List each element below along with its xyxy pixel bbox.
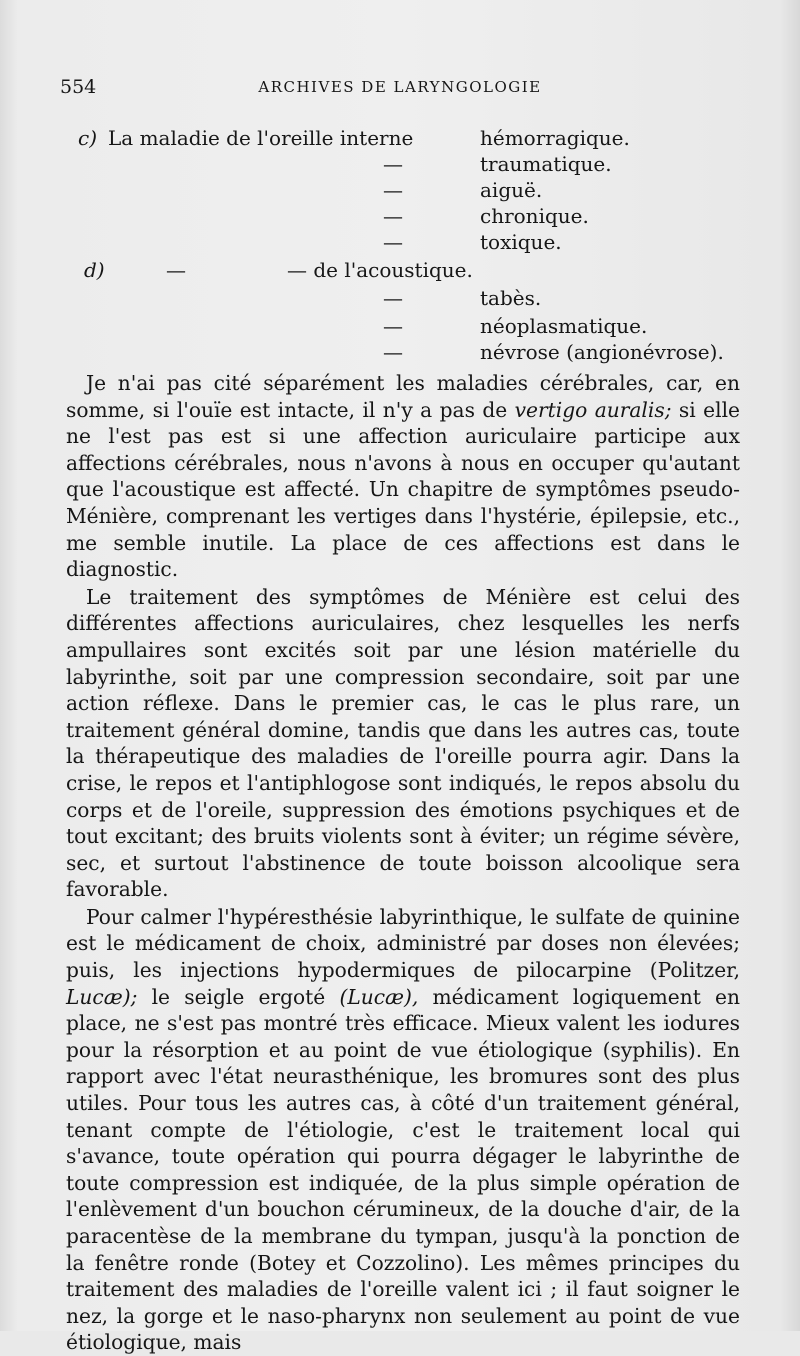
qualifier: tabès. <box>480 286 542 310</box>
qualifier: aiguë. <box>480 178 543 202</box>
qualifier: chronique. <box>480 204 589 228</box>
enum-row <box>0 178 800 204</box>
paragraph-1 <box>66 370 740 583</box>
paragraph-3 <box>66 904 740 1356</box>
enum-row <box>0 230 800 256</box>
text-run: le seigle ergoté <box>137 984 340 1009</box>
enum-row <box>0 340 800 366</box>
ditto-dash: — <box>383 230 403 254</box>
qualifier: névrose (angionévrose). <box>480 340 724 364</box>
ditto-dash: — <box>383 340 403 364</box>
item-label-c: c) <box>78 126 98 150</box>
text-run: Je n'ai pas cité séparément les maladies cérébrales, car, en somme, si l'ouïe est intacte, il n'y a pas de <box>66 371 740 422</box>
ditto-dash: — <box>383 286 403 310</box>
body-text <box>66 370 740 1356</box>
enum-row <box>0 152 800 178</box>
ditto-dash: — <box>383 204 403 228</box>
ditto-dash: — <box>383 178 403 202</box>
qualifier: traumatique. <box>480 152 612 176</box>
enum-row <box>0 314 800 340</box>
item-label-d: d) <box>84 258 105 282</box>
enum-row <box>0 286 800 312</box>
item-text-d: — de l'acoustique. <box>287 258 473 282</box>
paragraph-2: Le traitement des symptômes de Ménière est celui des différentes affections auriculaires, chez lesquelles les nerfs ampullaires sont excités soit par une lésion matérielle du labyrinthe, soit par une compression secondaire, soit par une action réflexe. Dans le premier cas, le cas le plus rare, un traitement général domine, tandis que dans les autres cas, toute la thérapeutique des maladies de l'oreille pourra agir. Dans la crise, le repos et l'antiphlogose sont indiqués, le repos absolu du corps et de l'oreile, suppression des émotions psychiques et de tout excitant; des bruits violents sont à éviter; un régime sévère, sec, et surtout l'abstinence de toute boisson alcoolique sera favorable. <box>66 584 740 902</box>
ditto-dash: — <box>166 258 186 282</box>
italic-citation: Lucæ); <box>66 984 138 1009</box>
running-title: ARCHIVES DE LARYNGOLOGIE <box>258 78 542 96</box>
text-run: si elle ne l'est pas est si une affection auriculaire participe aux affections cérébrales, nous n'avons à nous en occuper qu'autant que l'acoustique est affecté. Un chapitre de symptômes pseudo-Ménière, comprenant les vertiges dans l'hystérie, épilepsie, etc., me semble inutile. La place de ces affections est dans le diagnostic. <box>66 397 740 582</box>
qualifier: néoplasmatique. <box>480 314 648 338</box>
page-number: 554 <box>60 76 97 98</box>
item-text-c: La maladie de l'oreille interne <box>108 126 414 150</box>
enum-row-c <box>0 126 800 152</box>
enum-row-d <box>0 258 800 284</box>
ditto-dash: — <box>383 314 403 338</box>
enumeration-list <box>0 0 800 370</box>
enum-row <box>0 204 800 230</box>
italic-citation: (Lucæ), <box>339 984 419 1009</box>
qualifier: hémorragique. <box>480 126 630 150</box>
italic-term: vertigo auralis; <box>514 397 672 422</box>
text-run: médicament logiquement en place, ne s'est pas montré très efficace. Mieux valent les iodures pour la résorption et au point de vue étiologique (syphilis). En rapport avec l'état neurasthénique, les bromures sont des plus utiles. Pour tous les autres cas, à côté d'un traitement général, tenant compte de l'étiologie, c'est le traitement local qui s'avance, toute opération qui pourra dégager le labyrinthe de toute compression est indiquée, de la plus simple opération de l'enlèvement d'un bouchon cérumineux, de la douche d'air, de la paracentèse de la membrane du tympan, jusqu'à la ponction de la fenêtre ronde (Botey et Cozzolino). Les mêmes principes du traitement des maladies de l'oreille valent ici ; il faut soigner le nez, la gorge et le naso-pharynx non seulement au point de vue étiologique, mais <box>66 984 740 1355</box>
text-run: Pour calmer l'hypéresthésie labyrinthique, le sulfate de quinine est le médicament de choix, administré par doses non élevées; puis, les injections hypodermiques de pilocarpine (Politzer, <box>66 904 740 983</box>
ditto-dash: — <box>383 152 403 176</box>
qualifier: toxique. <box>480 230 562 254</box>
